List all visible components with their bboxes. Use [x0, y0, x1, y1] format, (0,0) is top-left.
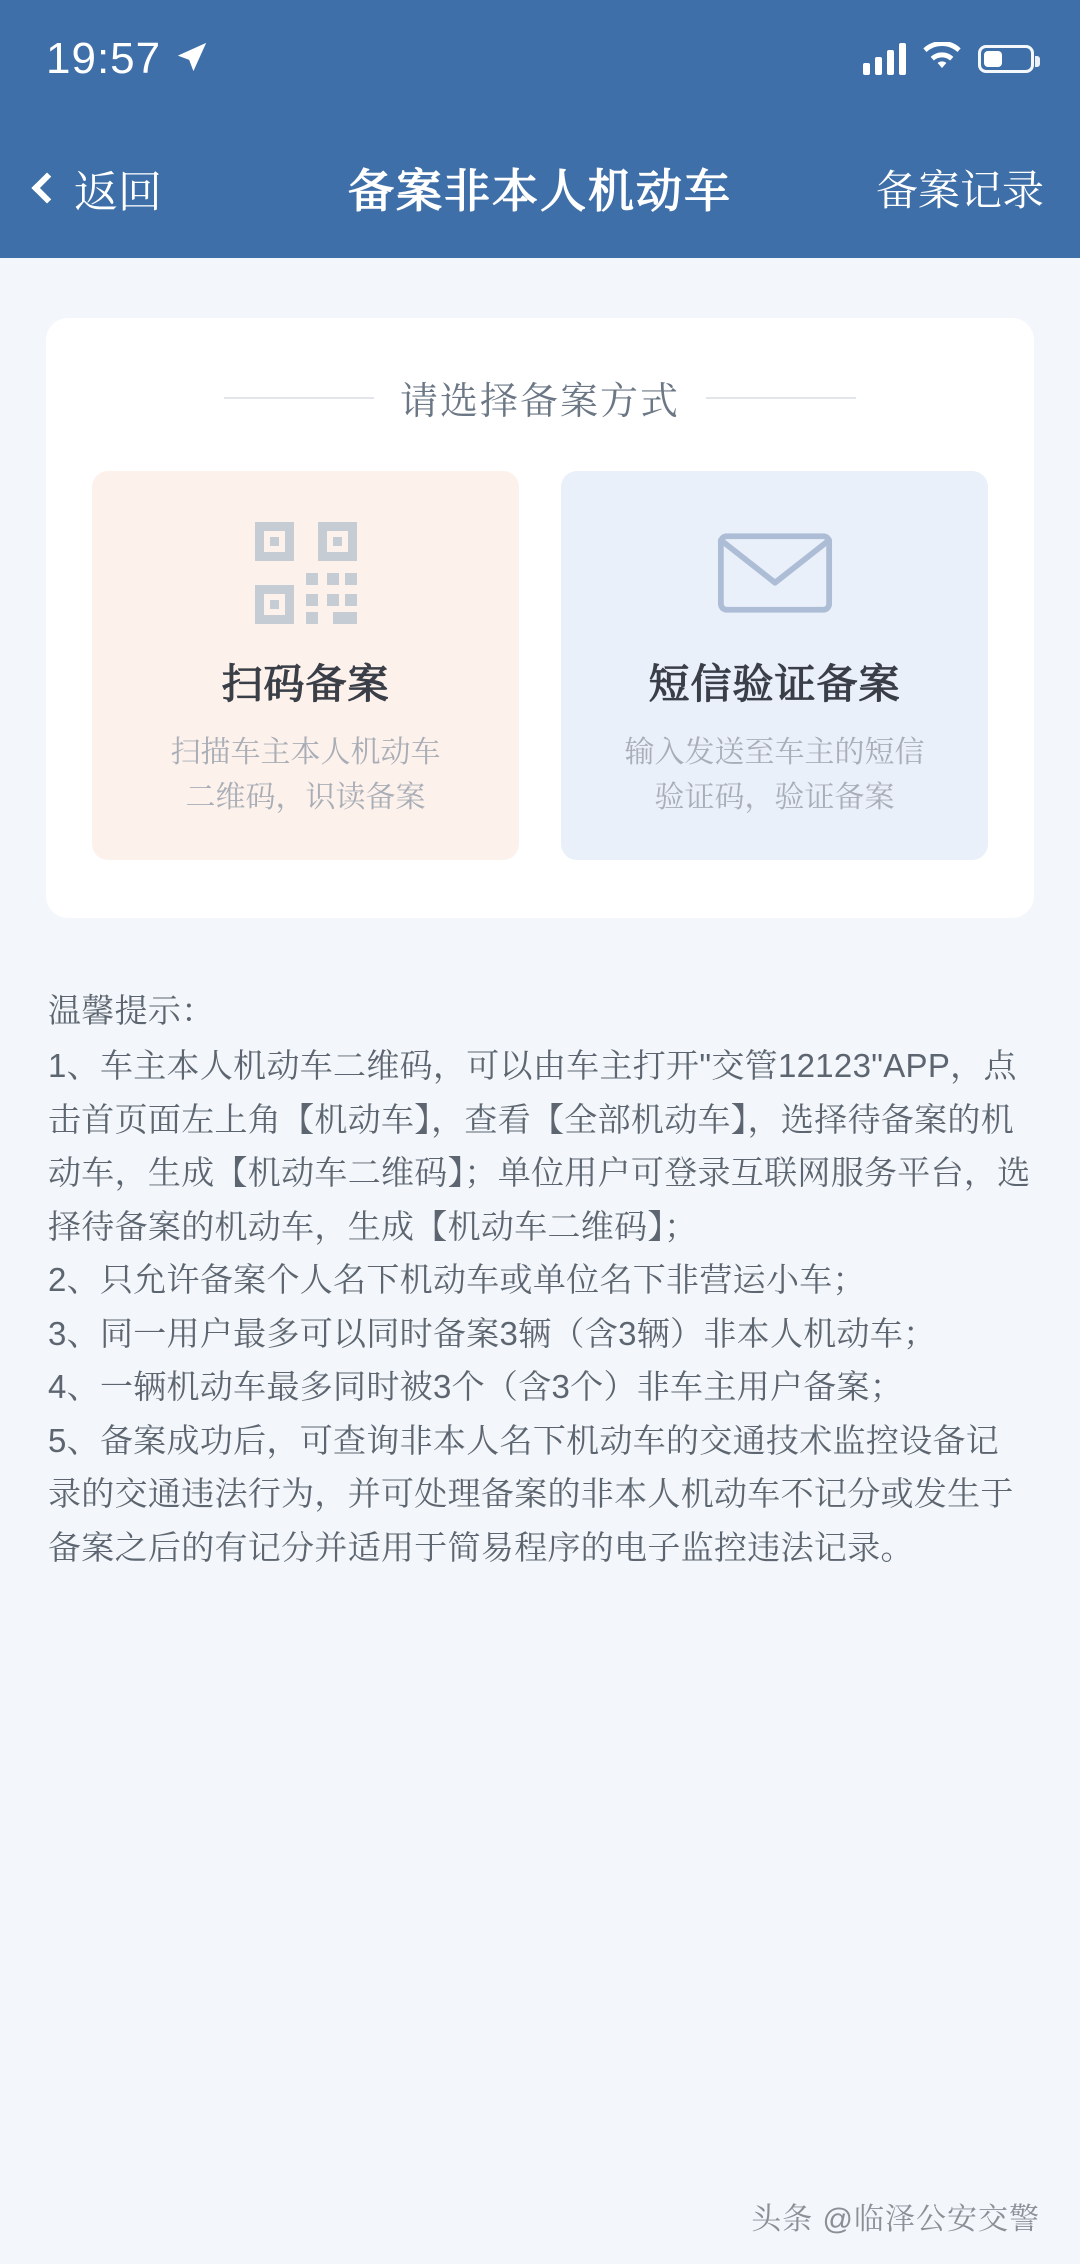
option-sms-desc	[581, 730, 968, 820]
chevron-left-icon	[31, 172, 62, 203]
option-scan-desc-line2: 二维码，识读备案	[185, 781, 426, 814]
divider-left	[224, 397, 374, 399]
tips-section	[46, 984, 1034, 1574]
location-arrow-icon	[175, 40, 209, 79]
tips-item: 1、车主本人机动车二维码，可以由车主打开"交管12123"APP，点击首页面左上角【机动车】，查看【全部机动车】，选择待备案的机动车，生成【机动车二维码】；单位用户可登录互联网服务平台，选择待备案的机动车，生成【机动车二维码】；	[48, 1047, 1031, 1245]
envelope-icon	[581, 517, 968, 629]
status-time: 19:57	[46, 34, 162, 83]
option-sms-desc-line2: 验证码，验证备案	[654, 781, 895, 814]
back-button[interactable]	[36, 156, 162, 220]
tips-item: 2、只允许备案个人名下机动车或单位名下非营运小车；	[48, 1261, 866, 1299]
choice-card	[46, 318, 1034, 918]
watermark: 头条 @临泽公安交警	[751, 2203, 1040, 2236]
back-button-label: 返回	[74, 168, 162, 217]
tips-title: 温馨提示：	[48, 992, 215, 1029]
option-scan-desc	[112, 730, 499, 820]
tips-item: 5、备案成功后，可查询非本人名下机动车的交通技术监控设备记录的交通违法行为，并可处理备案的非本人机动车不记分或发生于备案之后的有记分并适用于简易程序的电子监控违法记录。	[48, 1421, 1014, 1566]
navigation-bar	[0, 118, 1080, 258]
cellular-signal-icon	[863, 43, 906, 75]
status-bar	[0, 0, 1080, 118]
record-button[interactable]: 备案记录	[875, 167, 1044, 214]
page-body	[0, 258, 1080, 2264]
option-scan-title: 扫码备案	[221, 661, 390, 707]
wifi-icon	[922, 42, 962, 77]
option-scan-qr[interactable]	[92, 471, 519, 860]
page-title: 备案非本人机动车	[348, 165, 732, 217]
divider-right	[706, 397, 856, 399]
tips-item: 4、一辆机动车最多同时被3个（含3个）非车主用户备案；	[48, 1368, 904, 1406]
choice-heading	[92, 370, 988, 425]
option-sms-title: 短信验证备案	[648, 661, 901, 707]
choice-heading-label: 请选择备案方式	[399, 381, 680, 423]
status-icons	[863, 42, 1034, 77]
tips-item: 3、同一用户最多可以同时备案3辆（含3辆）非本人机动车；	[48, 1314, 937, 1352]
option-sms-verify[interactable]	[561, 471, 988, 860]
choice-options	[92, 471, 988, 860]
battery-icon	[978, 45, 1034, 73]
qr-code-icon	[112, 517, 499, 629]
option-sms-desc-line1: 输入发送至车主的短信	[624, 736, 925, 769]
option-scan-desc-line1: 扫描车主本人机动车	[170, 736, 441, 769]
